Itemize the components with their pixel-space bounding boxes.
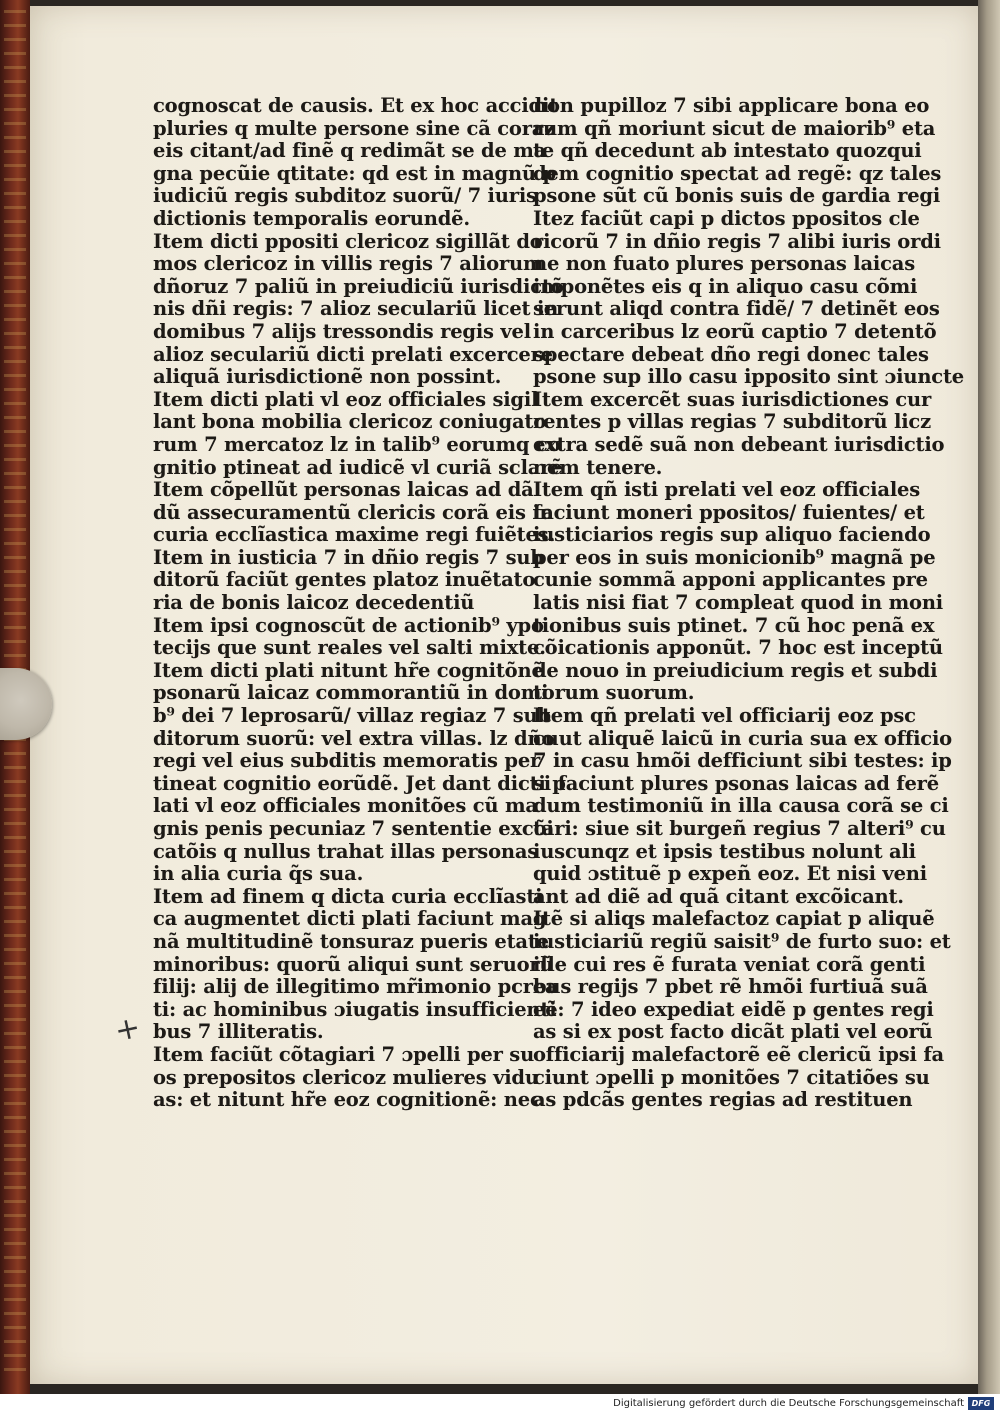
text-line: in alia curia q̃s sua.: [153, 862, 364, 886]
text-line: officiarij malefactorẽ eẽ clericũ ipsi fa: [533, 1042, 944, 1066]
text-line: Item dicti plati vl eoz officiales sigil: [153, 387, 539, 411]
text-line: tecijs que sunt reales vel salti mixte.: [153, 636, 546, 660]
text-line: ca augmentet dicti plati faciunt mag: [153, 907, 547, 931]
text-line: pluries q multe persone sine cã coraz: [153, 116, 556, 140]
text-line: nis dñi regis: 7 alioz seculariũ licet in: [153, 297, 559, 321]
text-line: cuut aliquẽ laicũ in curia sua ex officio: [533, 726, 952, 750]
text-line: 7 in casu hmõi defficiunt sibi testes: ip: [533, 749, 952, 773]
text-line: b⁹ dei 7 leprosarũ/ villaz regiaz 7 sub: [153, 704, 551, 728]
text-line: minoribus: quorũ aliqui sunt seruorũ: [153, 952, 554, 976]
text-line: Item dicti plati nitunt hr̃e cognitõnẽ: [153, 658, 544, 682]
text-line: ricorũ 7 in dñio regis 7 alibi iuris ordi: [533, 229, 941, 253]
text-line: Item ad finem q dicta curia ecclĩasti: [153, 884, 543, 908]
text-line: lati vl eoz officiales monitões cũ ma: [153, 794, 538, 818]
text-line: ditorum suorũ: vel extra villas. lz dño: [153, 726, 555, 750]
funding-credit: Digitalisierung gefördert durch die Deutsche Forschungsgemeinschaft: [613, 1398, 964, 1409]
text-line: as pdcãs gentes regias ad restituen: [533, 1088, 913, 1112]
text-line: dum testimoniũ in illa causa corã se ci: [533, 794, 949, 818]
text-line: torum suorum.: [533, 681, 695, 705]
text-line: extra sedẽ suã non debeant iurisdictio: [533, 432, 945, 456]
text-line: ne non fuato plures personas laicas: [533, 252, 916, 276]
text-line: Item qñ prelati vel officiarij eoz psc: [533, 704, 916, 728]
text-line: imponẽtes eis q in aliquo casu cõmi: [533, 274, 918, 298]
text-line: ant ad diẽ ad quã citant excõicant.: [533, 884, 904, 908]
text-line: rentes p villas regias 7 subditorũ licz: [533, 410, 931, 434]
text-line: gnitio ptineat ad iudicẽ vl curiã sclarẽ: [153, 455, 563, 479]
text-line: catõis q nullus trahat illas personas: [153, 839, 539, 863]
text-line: gna pecũie qtitate: qd est in magnũ p: [153, 161, 556, 185]
text-line: tari: siue sit burgeñ regius 7 alteri⁹ cu: [533, 817, 946, 840]
text-line: curia ecclĩastica maxime regi fuiẽtes.: [153, 523, 556, 547]
text-line: spectare debeat dño regi donec tales: [533, 342, 929, 366]
text-line: domibus 7 alijs tressondis regis vel: [153, 319, 531, 343]
text-line: Item excercẽt suas iurisdictiones cur: [533, 387, 932, 411]
right-text-column: [533, 94, 964, 1112]
text-line: regi vel eius subditis memoratis per: [153, 749, 541, 773]
text-line: non pupilloz 7 sibi applicare bona eo: [533, 94, 930, 117]
text-line: os prepositos clericoz mulieres vidu: [153, 1065, 539, 1089]
text-line: iusticiariũ regiũ saisit⁹ de furto suo: et: [533, 929, 951, 953]
text-line: ria de bonis laicoz decedentiũ: [153, 591, 475, 615]
text-line: Itez faciũt capi p dictos ppositos cle: [533, 206, 920, 230]
text-line: faciunt moneri ppositos/ fuientes/ et: [533, 500, 925, 524]
text-line: nem tenere.: [533, 455, 663, 479]
text-line: in carceribus lz eorũ captio 7 detentõ: [533, 319, 937, 343]
text-line: gnis penis pecuniaz 7 sententie excõi: [153, 817, 554, 840]
dfg-logo: DFG: [968, 1397, 994, 1410]
text-line: as: et nitunt hr̃e eoz cognitionẽ: nec: [153, 1088, 542, 1112]
text-line: Itẽ si aliqs malefactoz capiat p aliquẽ: [533, 907, 935, 931]
left-text-column: [153, 94, 566, 1112]
text-line: de nouo in preiudicium regis et subdi: [533, 658, 938, 682]
text-line: bus regijs 7 pbet rẽ hmõi furtiuã suã: [533, 975, 928, 999]
text-line: ditorũ faciũt gentes platoz inuẽtato: [153, 568, 536, 592]
text-line: te qñ decedunt ab intestato quozqui: [533, 139, 922, 163]
text-line: ille cui res ẽ furata veniat corã genti: [533, 952, 926, 976]
text-line: dñoruz 7 paliũ in preiudiciũ iurisdictõ: [153, 274, 564, 298]
text-line: iuscunqz et ipsis testibus nolunt ali: [533, 839, 916, 863]
text-line: latis nisi fiat 7 compleat quod in moni: [533, 591, 944, 615]
facing-page-edge: [978, 0, 1000, 1394]
text-line: Item in iusticia 7 in dñio regis 7 sub: [153, 545, 544, 569]
text-line: bus 7 illiteratis.: [153, 1020, 324, 1044]
text-line: iusticiarios regis sup aliquo faciendo: [533, 523, 931, 547]
text-line: psone sup illo casu ipposito sint ɔiuncte: [533, 365, 964, 389]
text-line: quid ɔstituẽ p expeñ eoz. Et nisi veni: [533, 862, 927, 886]
text-line: dũ assecuramentũ clericis corã eis in: [153, 500, 554, 524]
text-line: cognoscat de causis. Et ex hoc accidit: [153, 94, 559, 117]
text-line: Item cõpellũt personas laicas ad dã: [153, 478, 534, 502]
text-line: dem cognitio spectat ad regẽ: qz tales: [533, 161, 942, 185]
text-line: nã multitudinẽ tonsuraz pueris etate: [153, 929, 549, 953]
text-line: Item dicti ppositi clericoz sigillãt do: [153, 229, 543, 253]
text-line: rum 7 mercatoz lz in talib⁹ eorumq co: [153, 432, 561, 456]
text-line: eis citant/ad finẽ q redimãt se de ma: [153, 139, 547, 163]
text-line: cõicationis apponũt. 7 hoc est inceptũ: [533, 636, 943, 660]
text-line: lant bona mobilia clericoz coniugato: [153, 410, 547, 434]
text-line: mos clericoz in villis regis 7 aliorum: [153, 252, 544, 276]
text-line: si faciunt plures psonas laicas ad ferẽ: [533, 771, 939, 795]
text-line: ciunt ɔpelli p monitões 7 citatiões su: [533, 1065, 930, 1089]
text-line: rum qñ moriunt sicut de maiorib⁹ eta: [533, 116, 936, 140]
digitization-footer: [0, 1394, 1000, 1414]
text-line: aliquã iurisdictionẽ non possint.: [153, 365, 502, 389]
text-line: iudiciũ regis subditoz suorũ/ 7 iuris: [153, 184, 537, 208]
text-line: cunie sommã apponi applicantes pre: [533, 568, 928, 592]
text-line: eẽ: 7 ideo expediat eidẽ p gentes regi: [533, 997, 934, 1021]
text-line: psone sũt cũ bonis suis de gardia regi: [533, 184, 941, 208]
text-line: serunt aliqd contra fidẽ/ 7 detinẽt eos: [533, 297, 940, 321]
text-line: filij: alij de illegitimo mr̃imonio pcrea: [153, 975, 558, 999]
text-line: Item qñ isti prelati vel eoz officiales: [533, 478, 921, 502]
text-line: alioz seculariũ dicti prelati excercere: [153, 342, 553, 366]
marginal-cross-mark: +: [111, 1009, 144, 1050]
text-line: psonarũ laicaz commorantiũ in domi: [153, 681, 549, 705]
text-line: tionibus suis ptinet. 7 cũ hoc penã ex: [533, 613, 935, 637]
text-line: ti: ac hominibus ɔiugatis insufficienti: [153, 997, 557, 1021]
text-line: Item faciũt cõtagiari 7 ɔpelli per su: [153, 1042, 535, 1066]
text-line: Item ipsi cognoscũt de actionib⁹ ypo: [153, 613, 544, 637]
text-line: tineat cognitio eorũdẽ. Jet dant dicti p: [153, 771, 566, 795]
text-line: per eos in suis monicionib⁹ magnã pe: [533, 545, 936, 569]
text-line: as si ex post facto dicãt plati vel eorũ: [533, 1020, 933, 1044]
text-line: dictionis temporalis eorundẽ.: [153, 206, 470, 230]
